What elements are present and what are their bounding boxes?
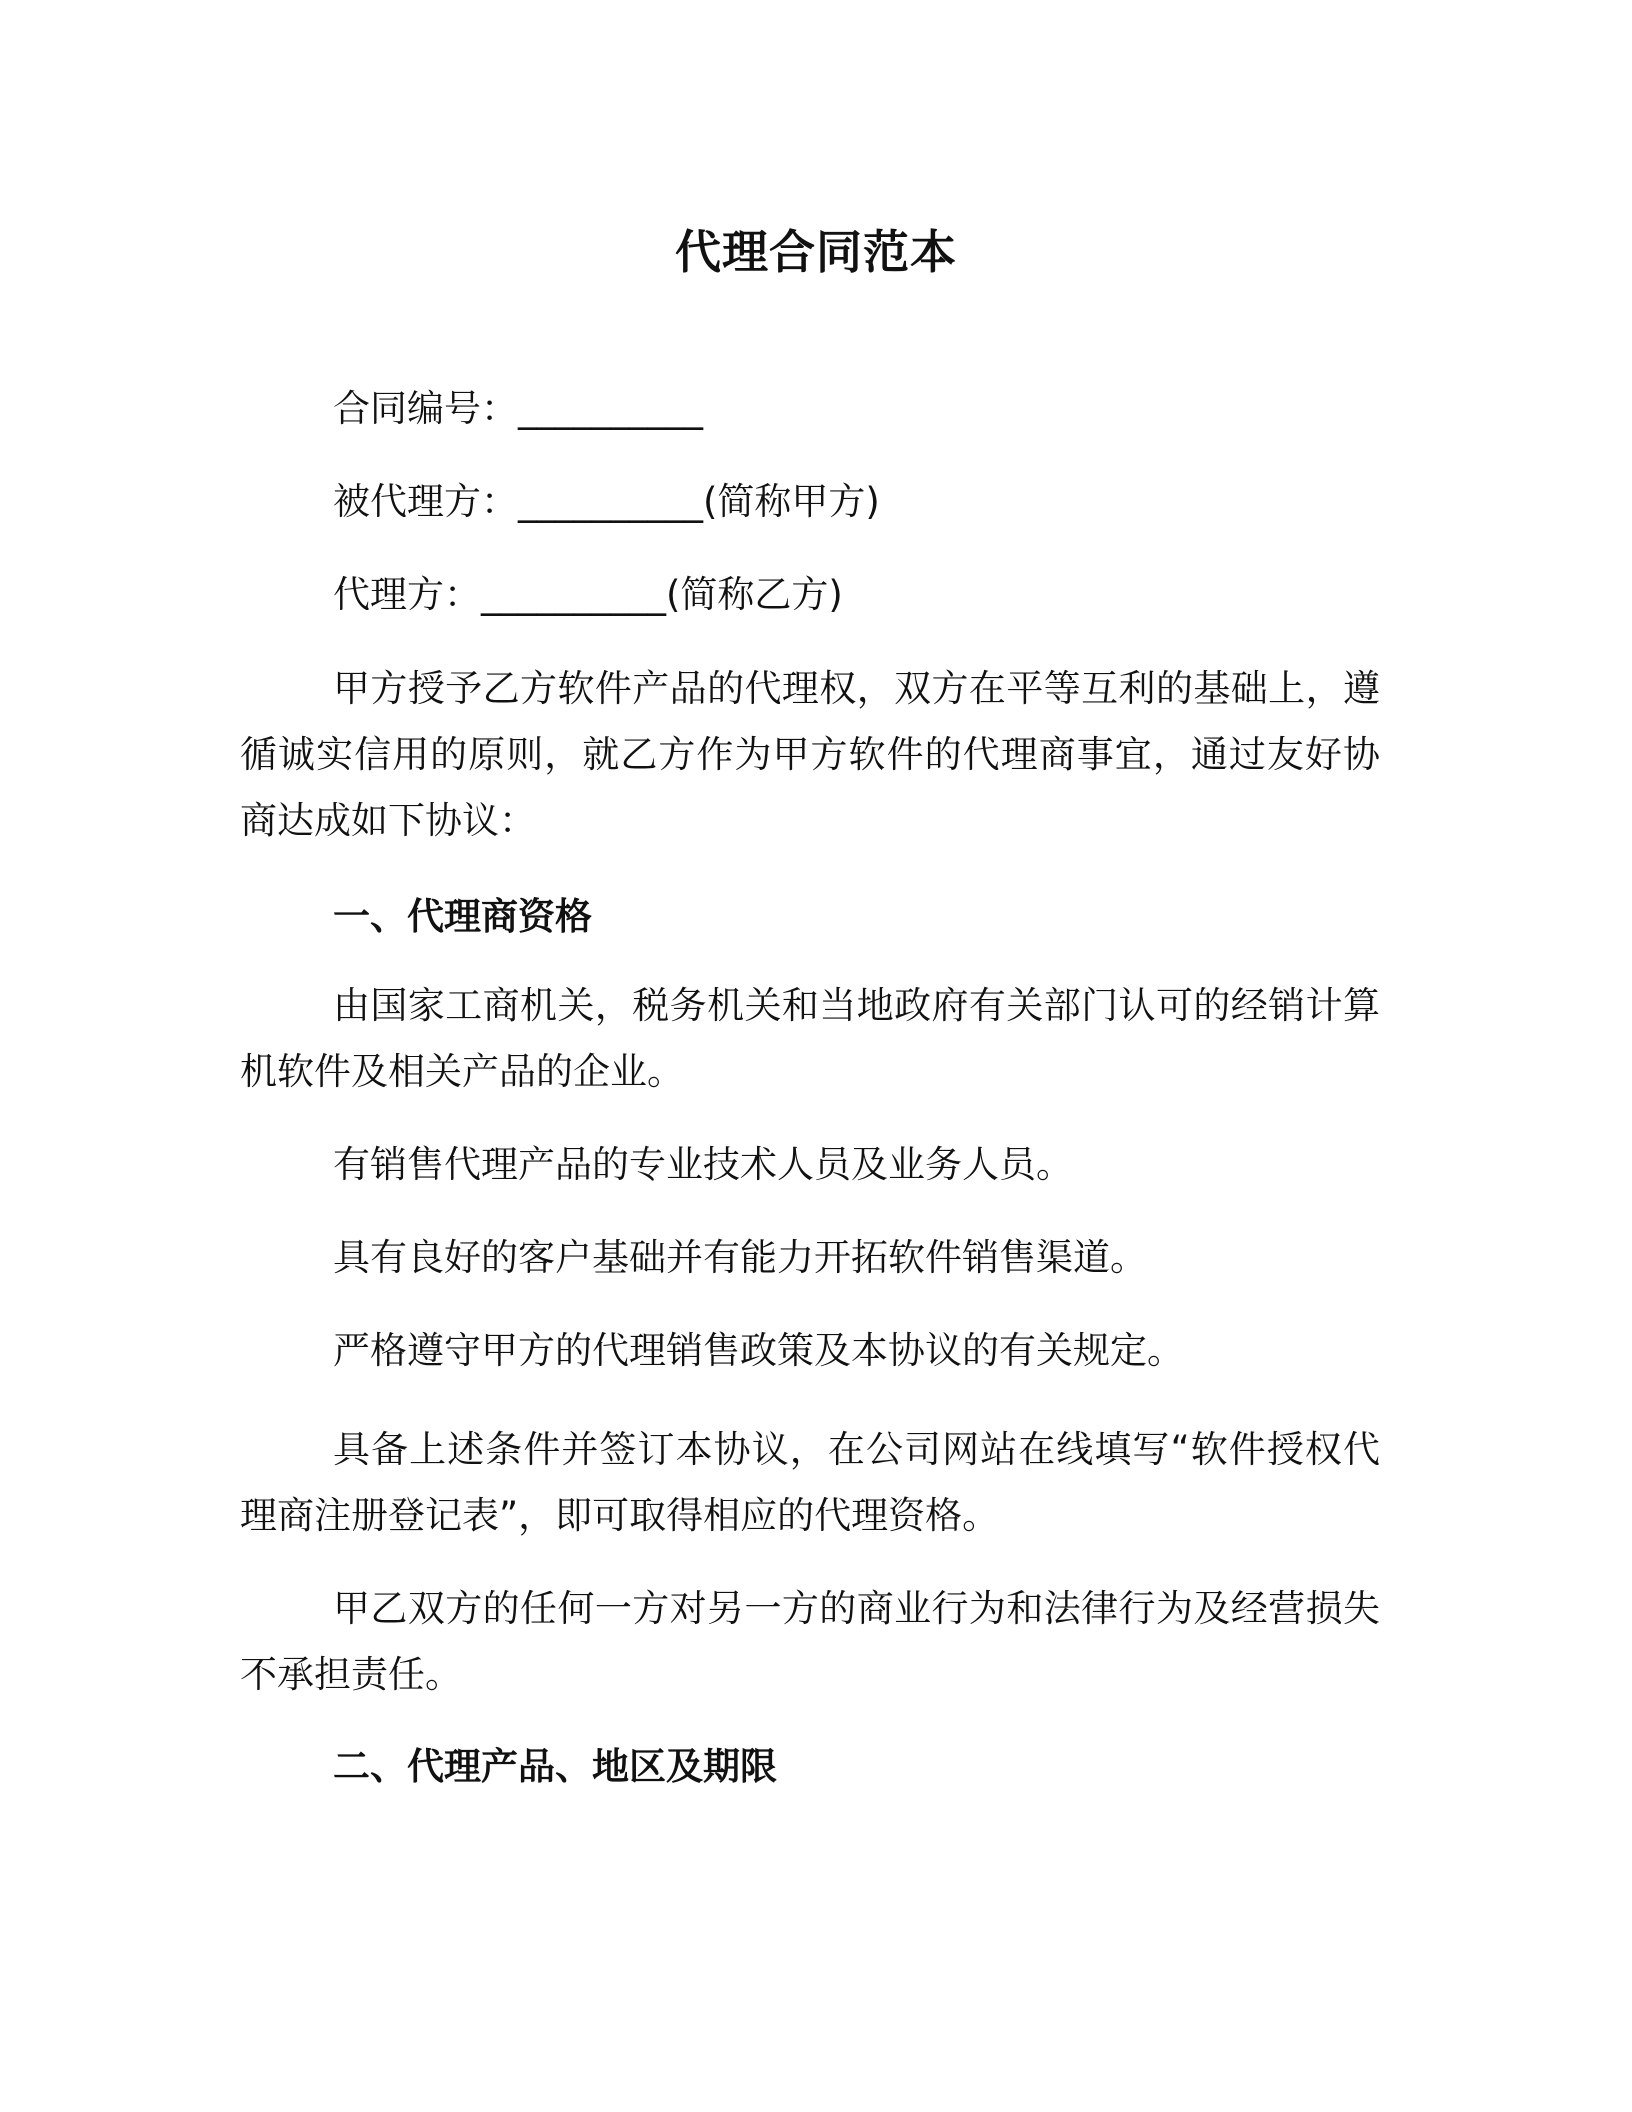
intro-paragraph: 甲方授予乙方软件产品的代理权，双方在平等互利的基础上，遵循诚实信用的原则，就乙方作为甲方软件的代理商事宜，通过友好协商达成如下协议： — [240, 667, 1380, 842]
section1-heading: 一、代理商资格 — [333, 895, 592, 938]
section1-item: 有销售代理产品的专业技术人员及业务人员。 — [333, 1143, 1073, 1186]
section1-item: 甲乙双方的任何一方对另一方的商业行为和法律行为及经营损失不承担责任。 — [240, 1587, 1380, 1696]
document-title: 代理合同范本 — [675, 225, 957, 279]
section1-item: 由国家工商机关，税务机关和当地政府有关部门认可的经销计算机软件及相关产品的企业。 — [240, 984, 1380, 1093]
principal-party-field: 被代理方：__________(简称甲方) — [333, 480, 880, 523]
section2-heading: 二、代理产品、地区及期限 — [333, 1745, 777, 1788]
section1-item: 具备上述条件并签订本协议，在公司网站在线填写“软件授权代理商注册登记表”，即可取得相应的代理资格。 — [240, 1428, 1380, 1537]
section1-item: 具有良好的客户基础并有能力开拓软件销售渠道。 — [333, 1236, 1147, 1279]
section1-item: 严格遵守甲方的代理销售政策及本协议的有关规定。 — [333, 1329, 1184, 1372]
contract-number-field: 合同编号：__________ — [333, 387, 703, 430]
agent-party-field: 代理方：__________(简称乙方) — [333, 573, 843, 616]
